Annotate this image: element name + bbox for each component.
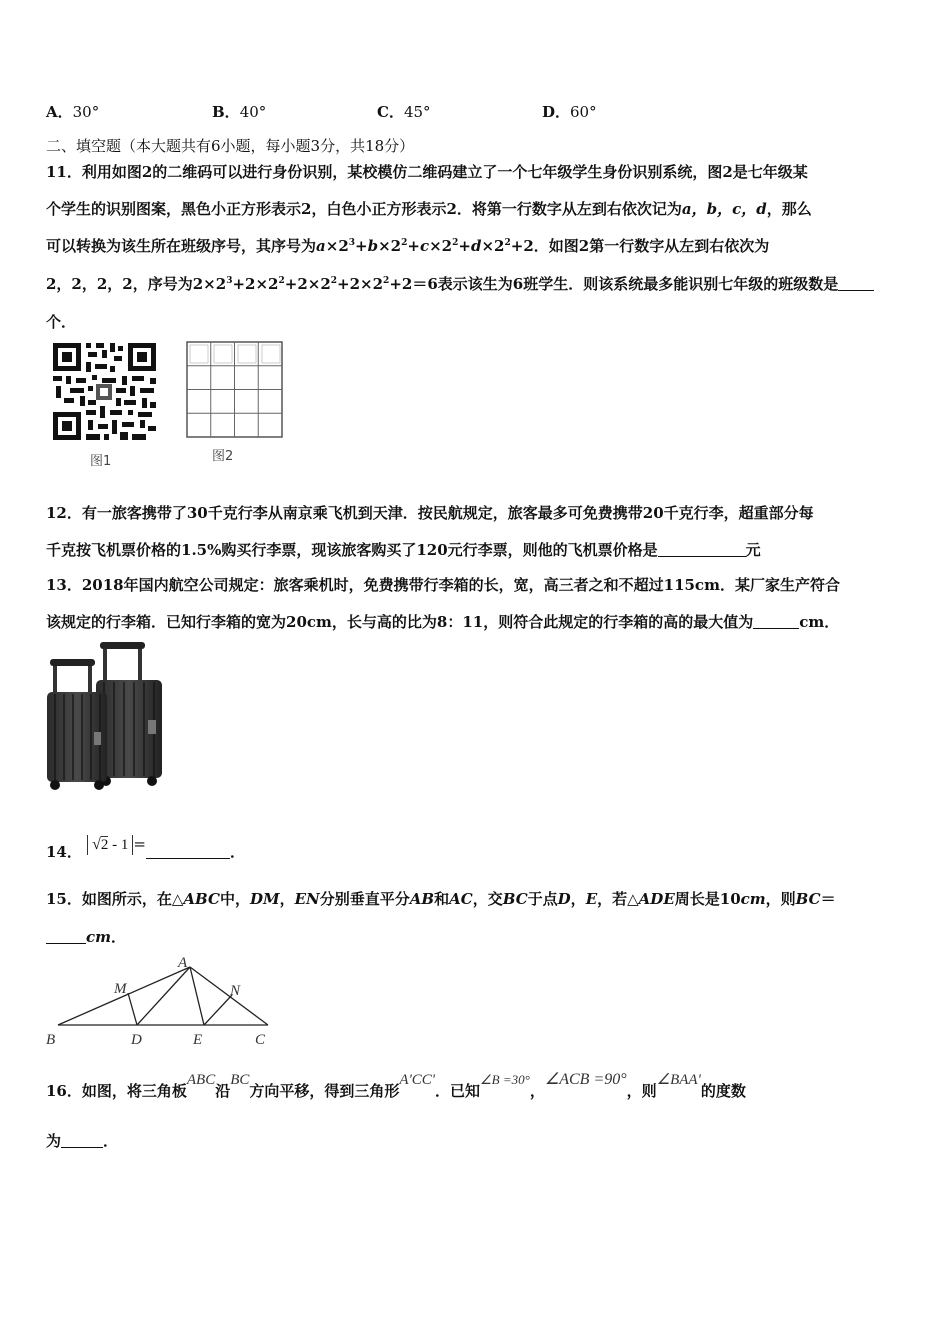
abs-value-expression: √2 - 1 (87, 835, 133, 855)
luggage-image (44, 640, 169, 792)
q11-line1: 11．利用如图2的二维码可以进行身份识别，某校模仿二维码建立了一个七年级学生身份识别系统，图2是七年级某 (46, 163, 808, 181)
q12-line1: 12．有一旅客携带了30千克行李从南京乘飞机到天津．按民航规定，旅客最多可免费携带20千克行李，超重部分每 (46, 504, 814, 522)
q13-line2: 该规定的行李箱．已知行李箱的宽为20cm，长与高的比为8：11，则符合此规定的行李箱的高的最大值为 cm． (46, 613, 840, 631)
q16-line2: 为 ． (46, 1132, 119, 1150)
triangle-figure (42, 955, 278, 1050)
option-b: B．40° (212, 103, 267, 121)
label-D: D (131, 1032, 142, 1048)
figure1-caption: 图1 (90, 454, 112, 469)
q15-line2: cm． (46, 927, 126, 947)
option-c: C．45° (377, 103, 431, 121)
q14-answer-blank[interactable] (146, 844, 230, 859)
q14-line: 14． √2 - 1 = ． (46, 835, 245, 861)
q11-line3: 可以转换为该生所在班级序号，其序号为$a\times 2^3+b\times 2^2+c\times 2^2+d\times 2^2+2$．如图2第一行数字从左到右依次为 (46, 237, 770, 255)
option-a: A．30° (46, 103, 100, 121)
grid-figure (186, 341, 283, 438)
q11-line5: 个． (46, 313, 77, 331)
label-M: M (114, 981, 127, 997)
label-E: E (193, 1032, 203, 1048)
q11-line2: 个学生的识别图案，黑色小正方形表示2，白色小正方形表示2．将第一行数字从左到右依次记为a，b，c，d，那么 (46, 200, 812, 218)
q15-answer-blank[interactable] (46, 929, 86, 944)
q12-line2: 千克按飞机票价格的1.5%购买行李票，现该旅客购买了120元行李票，则他的飞机票价格是 元 (46, 541, 761, 559)
option-d: D．60° (542, 103, 597, 121)
figure2-caption: 图2 (212, 449, 234, 464)
qr-code-figure (50, 340, 160, 444)
label-N: N (230, 983, 241, 999)
label-A: A (178, 955, 188, 971)
q12-answer-blank[interactable] (658, 542, 746, 557)
label-C: C (255, 1032, 266, 1048)
section-title: 二、填空题（本大题共有6小题，每小题3分，共18分） (46, 137, 415, 155)
q15-line1: 15．如图所示，在△ABC中，DM，EN分别垂直平分AB和AC，交BC于点D，E，若△ADE周长是10cm，则BC＝ (46, 890, 836, 908)
segment-AD (137, 967, 190, 1025)
q13-answer-blank[interactable] (753, 614, 799, 629)
q11-answer-blank[interactable] (838, 276, 874, 291)
segment-MD (128, 993, 137, 1025)
q16-line1: 16．如图，将三角板ABC沿BC方向平移，得到三角形A'CC'．已知∠B =30°，∠ACB =90°，则∠BAA'的度数 (46, 1071, 746, 1100)
label-B: B (46, 1032, 56, 1048)
segment-NE (204, 995, 232, 1025)
q11-line4: 2，2，2，2，序号为$2\times 2^3+2\times 2^2+2\times 2^2+2\times 2^2+2=6$表示该生为6班学生．则该系统最多能识别七年级的班级数是 (46, 274, 874, 294)
q13-line1: 13．2018年国内航空公司规定：旅客乘机时，免费携带行李箱的长，宽，高三者之和不超过115cm．某厂家生产符合 (46, 576, 840, 594)
q16-answer-blank[interactable] (61, 1133, 103, 1148)
